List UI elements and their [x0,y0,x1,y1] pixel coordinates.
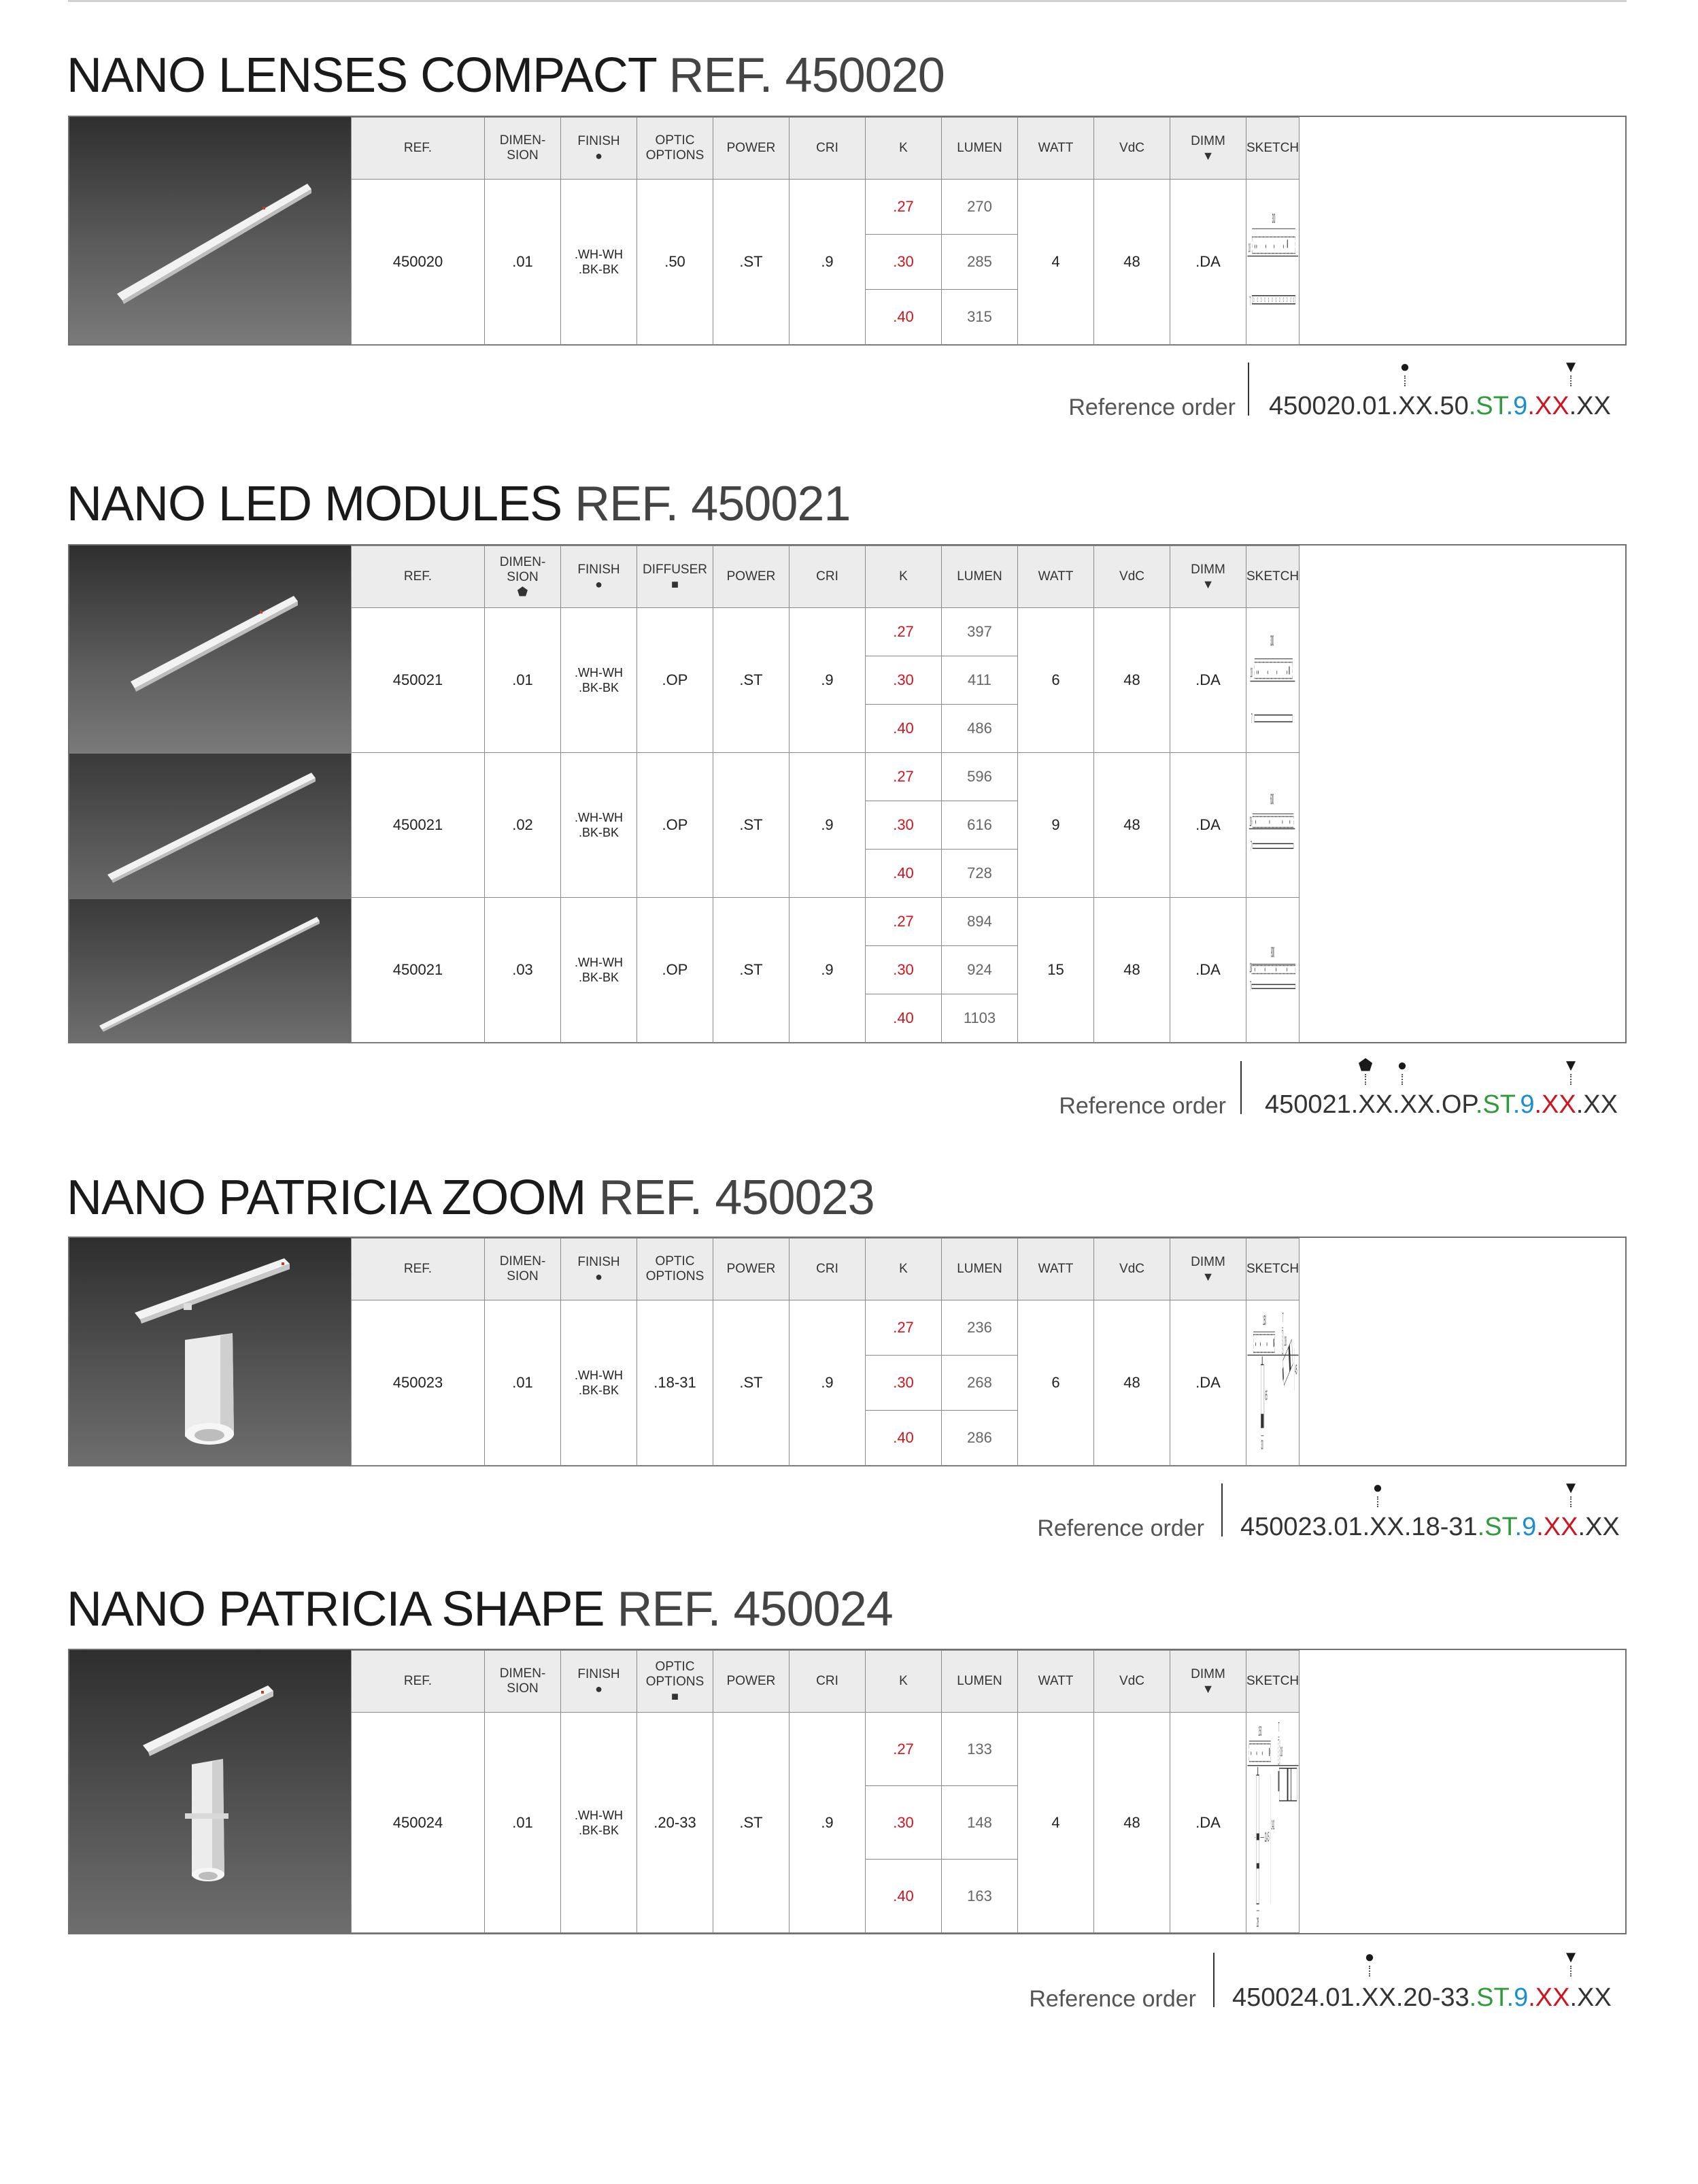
circle-icon: ● [595,1682,602,1696]
circle-icon: ● [1397,1056,1408,1075]
sketch-width: 7 [1251,711,1253,727]
sketch-drawing [1246,753,1299,897]
triangle-icon: ▼ [1202,1270,1215,1283]
cell-dimension: .01 [485,608,561,753]
circle-icon: ● [595,1270,602,1283]
sketch-width: 7 [1251,839,1252,854]
header-sketch: SKETCH [1246,1239,1300,1300]
triangle-icon: ▼ [1563,1056,1579,1075]
cell-ref: 450021 [352,898,485,1043]
product-photo [69,1238,351,1465]
cell-finish: .WH-WH .BK-BK [561,1300,637,1466]
cell-dimension: .02 [485,753,561,898]
dotted-leader [1402,1074,1403,1085]
pentagon-icon: ⬟ [1358,1056,1373,1075]
product-table-450020 [68,116,1627,346]
header-diffuser-label: DIFFUSER [643,562,707,577]
header-dimm [1170,1651,1246,1713]
header-optic [637,118,713,180]
dotted-leader [1377,1496,1378,1507]
header-dimm-label: DIMM [1191,134,1225,148]
reference-order-code [1232,1983,1612,2013]
order-code-base: 450020.01.XX.50 [1269,392,1469,420]
spec-table [351,545,1300,1043]
cell-dimension: .01 [485,1713,561,1933]
led-bar-photo [69,545,351,754]
sketch-width: 7 [1278,1720,1280,1736]
triangle-icon: ▼ [1202,149,1215,163]
cell-diffuser: .OP [637,753,713,898]
circle-icon: ● [595,149,602,163]
cell-k: .30 [866,656,942,705]
cell-dimm: .DA [1170,608,1246,753]
cell-diffuser: .OP [637,608,713,753]
cell-lumen: 486 [942,705,1018,753]
dotted-leader [1570,375,1572,386]
cell-optic: .18-31 [637,1300,713,1466]
order-code-k: .XX [1534,1090,1576,1119]
header-sketch: SKETCH [1246,546,1300,608]
header-dimension-label: DIMEN- SION [499,133,546,163]
cell-k: .27 [866,898,942,946]
product-name: NANO LED MODULES [67,477,562,531]
order-code-dimm: .XX [1569,1983,1612,2012]
header-dimm [1170,118,1246,180]
sketch-drawing [1246,180,1299,344]
cell-k: .40 [866,994,942,1043]
cell-lumen: 728 [942,850,1018,898]
product-photo [69,899,351,1042]
header-lumen: LUMEN [942,546,1018,608]
led-bar-photo [69,899,351,1042]
header-vdc: VdC [1094,118,1170,180]
cell-power: .ST [713,753,789,898]
cell-lumen: 894 [942,898,1018,946]
cell-lumen: 133 [942,1713,1018,1786]
cell-watt: 6 [1018,608,1094,753]
cell-finish: .WH-WH .BK-BK [561,608,637,753]
cell-dimension: .01 [485,1300,561,1466]
cell-dimm: .DA [1170,1300,1246,1466]
header-cri: CRI [789,1651,866,1713]
sketch-height: 18 [1249,960,1252,977]
cell-vdc: 48 [1094,753,1170,898]
cell-k: .30 [866,1356,942,1411]
cell-lumen: 236 [942,1300,1018,1356]
cell-ref: 450021 [352,753,485,898]
header-dimm-label: DIMM [1191,562,1225,577]
cell-k: .27 [866,1713,942,1786]
cell-dimm: .DA [1170,180,1246,345]
led-bar-photo [69,754,351,899]
cell-k: .30 [866,235,942,290]
cell-ref: 450020 [352,180,485,345]
circle-icon: ● [1372,1479,1383,1497]
dotted-leader [1570,1966,1572,1977]
cell-k: .30 [866,801,942,850]
cell-cri: .9 [789,180,866,345]
product-table-450024 [68,1649,1627,1934]
product-photo [69,754,351,899]
header-k: K [866,1239,942,1300]
cell-dimm: .DA [1170,1713,1246,1933]
order-separator [1248,363,1249,416]
cell-dimension: .03 [485,898,561,1043]
header-ref: REF. [352,1239,485,1300]
reference-order-label: Reference order [1068,394,1236,420]
sketch-width: 7 [1250,979,1251,994]
cell-cri: .9 [789,1713,866,1933]
header-power: POWER [713,1651,789,1713]
cell-lumen: 163 [942,1860,1018,1933]
sketch-total-length: 141 [1271,1817,1275,1834]
circle-icon: ● [595,577,602,591]
cell-cri: .9 [789,608,866,753]
top-rule [68,0,1627,2]
cell-lumen: 285 [942,235,1018,290]
cell-k: .40 [866,1860,942,1933]
sketch-height: 18 [1248,240,1251,255]
cell-finish: .WH-WH .BK-BK [561,180,637,345]
cell-k: .40 [866,1411,942,1466]
triangle-icon: ▼ [1563,1479,1579,1497]
cell-vdc: 48 [1094,180,1170,345]
cell-k: .27 [866,1300,942,1356]
sketch-drawing [1246,608,1299,752]
sketch-height: 18 [1250,665,1253,682]
cell-sketch [1246,180,1300,345]
order-code-base: 450023.01.XX.18-31 [1240,1513,1478,1541]
order-code-base: 450021.XX.XX.OP [1265,1090,1476,1119]
header-watt: WATT [1018,1239,1094,1300]
header-lumen: LUMEN [942,118,1018,180]
sketch-length: 150 [1258,1724,1262,1740]
header-ref: REF. [352,546,485,608]
order-separator [1213,1953,1215,2007]
cell-cri: .9 [789,753,866,898]
cell-optic: .50 [637,180,713,345]
section-title [67,476,850,532]
header-ref: REF. [352,118,485,180]
product-name: NANO LENSES COMPACT [67,48,656,103]
sketch-side-height: 45 [1295,1362,1297,1379]
sketch-body-length: 114.5 [1264,1830,1270,1846]
section-title [67,1170,875,1226]
header-optic-label: OPTIC OPTIONS [645,1254,704,1283]
order-code-power: .ST [1469,1983,1507,2012]
cell-k: .40 [866,850,942,898]
sketch-length: 300 [1272,212,1276,227]
header-cri: CRI [789,1239,866,1300]
reference-order-label: Reference order [1059,1093,1226,1119]
sketch-width: 7 [1282,1311,1284,1326]
triangle-icon: ▼ [1563,358,1579,376]
product-table-450023 [68,1237,1627,1466]
triangle-icon: ▼ [1202,577,1215,591]
product-photo [69,117,351,344]
cell-watt: 4 [1018,180,1094,345]
product-ref: REF. 450021 [575,477,851,531]
sketch-length: 150 [1263,1313,1266,1329]
cell-sketch [1246,1713,1300,1933]
cell-watt: 4 [1018,1713,1094,1933]
cell-sketch [1246,898,1300,1043]
header-lumen: LUMEN [942,1651,1018,1713]
sketch-height: 18 [1249,814,1252,830]
product-name: NANO PATRICIA ZOOM [67,1171,586,1225]
sketch-drawing [1246,1300,1299,1465]
cell-optic: .20-33 [637,1713,713,1933]
cell-lumen: 616 [942,801,1018,850]
cell-power: .ST [713,1713,789,1933]
dotted-leader [1570,1074,1572,1085]
order-code-power: .ST [1477,1513,1515,1541]
reference-order-code [1265,1090,1618,1120]
cell-lumen: 397 [942,608,1018,656]
cell-k: .40 [866,705,942,753]
header-sketch: SKETCH [1246,118,1300,180]
cell-lumen: 268 [942,1356,1018,1411]
order-code-power: .ST [1468,392,1506,420]
square-icon: ■ [671,1690,679,1703]
header-vdc: VdC [1094,546,1170,608]
header-lumen: LUMEN [942,1239,1018,1300]
spec-table [351,117,1300,345]
header-finish-label: FINISH [577,1667,620,1681]
header-dimension [485,118,561,180]
header-vdc: VdC [1094,1651,1170,1713]
product-photo [69,1650,351,1933]
sketch-length: 300 [1270,633,1274,650]
cell-power: .ST [713,608,789,753]
header-finish-label: FINISH [577,562,620,577]
header-dimension [485,1239,561,1300]
header-optic-label: OPTIC OPTIONS [645,133,704,163]
section-title [67,1581,893,1637]
product-photos [69,545,351,1042]
cell-watt: 6 [1018,1300,1094,1466]
header-sketch: SKETCH [1246,1651,1300,1713]
sketch-width: 7 [1249,293,1251,308]
cell-diffuser: .OP [637,898,713,1043]
cell-k: .27 [866,608,942,656]
cell-lumen: 1103 [942,994,1018,1043]
spotlight-photo [69,1650,351,1933]
header-optic [637,1651,713,1713]
square-icon: ■ [671,577,679,591]
reference-order-code [1269,392,1611,421]
order-code-base: 450024.01.XX.20-33 [1232,1983,1470,2012]
order-code-cri: .9 [1506,392,1528,420]
dotted-leader [1365,1074,1366,1085]
header-power: POWER [713,546,789,608]
cell-vdc: 48 [1094,1300,1170,1466]
reference-order-label: Reference order [1029,1986,1196,2012]
header-diffuser [637,546,713,608]
header-finish-label: FINISH [577,1255,620,1269]
cell-lumen: 286 [942,1411,1018,1466]
order-code-k: .XX [1536,1513,1578,1541]
triangle-icon: ▼ [1563,1948,1579,1966]
cell-watt: 15 [1018,898,1094,1043]
cell-power: .ST [713,180,789,345]
header-finish [561,1651,637,1713]
sketch-diameter: 30 [1261,1438,1263,1454]
header-cri: CRI [789,546,866,608]
header-watt: WATT [1018,546,1094,608]
header-finish [561,546,637,608]
circle-icon: ● [1399,358,1410,376]
header-dimension [485,1651,561,1713]
cell-sketch [1246,1300,1300,1466]
order-code-dimm: .XX [1569,392,1611,420]
order-separator [1240,1061,1242,1114]
cell-ref: 450021 [352,608,485,753]
cell-ref: 450024 [352,1713,485,1933]
header-finish-label: FINISH [577,134,620,148]
header-watt: WATT [1018,1651,1094,1713]
cell-lumen: 315 [942,290,1018,345]
cell-vdc: 48 [1094,898,1170,1043]
header-dimension [485,546,561,608]
sketch-length: 900 [1271,945,1275,962]
triangle-icon: ▼ [1202,1682,1215,1696]
cell-cri: .9 [789,1300,866,1466]
reference-order-code [1240,1513,1620,1542]
cell-finish: .WH-WH .BK-BK [561,898,637,1043]
order-code-dimm: .XX [1578,1513,1620,1541]
cell-lumen: 148 [942,1786,1018,1860]
pentagon-icon: ⬟ [517,585,528,599]
order-code-power: .ST [1475,1090,1513,1119]
led-bar-photo [69,117,351,344]
sketch-height: 18 [1280,1744,1283,1760]
cell-ref: 450023 [352,1300,485,1466]
product-photo [69,545,351,754]
cell-cri: .9 [789,898,866,1043]
sketch-body-length: 65 [1265,1388,1268,1405]
header-power: POWER [713,118,789,180]
cell-dimm: .DA [1170,753,1246,898]
header-k: K [866,118,942,180]
circle-icon: ● [1364,1948,1375,1966]
header-k: K [866,546,942,608]
header-finish [561,118,637,180]
header-finish [561,1239,637,1300]
header-dimension-label: DIMEN- SION [499,555,546,584]
header-cri: CRI [789,118,866,180]
product-name: NANO PATRICIA SHAPE [67,1582,605,1636]
cell-power: .ST [713,1300,789,1466]
cell-dimm: .DA [1170,898,1246,1043]
header-vdc: VdC [1094,1239,1170,1300]
sketch-drawing [1246,1713,1299,1932]
dotted-leader [1570,1496,1572,1507]
order-code-cri: .9 [1514,1513,1537,1541]
product-ref: REF. 450023 [598,1171,875,1225]
cell-lumen: 924 [942,946,1018,994]
cell-watt: 9 [1018,753,1094,898]
header-dimm-label: DIMM [1191,1667,1225,1681]
cell-k: .40 [866,290,942,345]
dotted-leader [1369,1966,1370,1977]
header-dimension-label: DIMEN- SION [499,1666,546,1696]
header-dimm [1170,1239,1246,1300]
order-code-dimm: .XX [1576,1090,1618,1119]
cell-sketch [1246,753,1300,898]
cell-vdc: 48 [1094,608,1170,753]
cell-vdc: 48 [1094,1713,1170,1933]
cell-finish: .WH-WH .BK-BK [561,1713,637,1933]
order-code-k: .XX [1528,1983,1570,2012]
header-power: POWER [713,1239,789,1300]
sketch-length: 600 [1270,792,1274,809]
cell-dimension: .01 [485,180,561,345]
header-dimm-label: DIMM [1191,1255,1225,1269]
header-ref: REF. [352,1651,485,1713]
product-ref: REF. 450024 [617,1582,893,1636]
sketch-drawing [1246,898,1299,1042]
reference-order-label: Reference order [1037,1515,1204,1541]
order-separator [1221,1483,1223,1536]
header-optic-label: OPTIC OPTIONS [645,1660,704,1689]
cell-lumen: 270 [942,180,1018,235]
order-code-k: .XX [1527,392,1569,420]
cell-lumen: 596 [942,753,1018,801]
sketch-height: 18 [1284,1334,1287,1349]
product-ref: REF. 450020 [668,48,945,103]
header-dimm [1170,546,1246,608]
cell-k: .30 [866,1786,942,1860]
cell-k: .27 [866,180,942,235]
cell-power: .ST [713,898,789,1043]
order-code-cri: .9 [1506,1983,1529,2012]
dotted-leader [1404,375,1406,386]
header-dimension-label: DIMEN- SION [499,1254,546,1283]
order-code-cri: .9 [1512,1090,1535,1119]
sketch-diameter: 28 [1257,1915,1259,1931]
cell-lumen: 411 [942,656,1018,705]
cell-k: .30 [866,946,942,994]
spec-table [351,1650,1300,1933]
spec-table [351,1238,1300,1466]
section-title [67,48,945,103]
cell-sketch [1246,608,1300,753]
header-optic [637,1239,713,1300]
header-k: K [866,1651,942,1713]
cell-finish: .WH-WH .BK-BK [561,753,637,898]
cell-k: .27 [866,753,942,801]
spotlight-photo [69,1238,351,1465]
header-watt: WATT [1018,118,1094,180]
product-table-450021 [68,544,1627,1043]
